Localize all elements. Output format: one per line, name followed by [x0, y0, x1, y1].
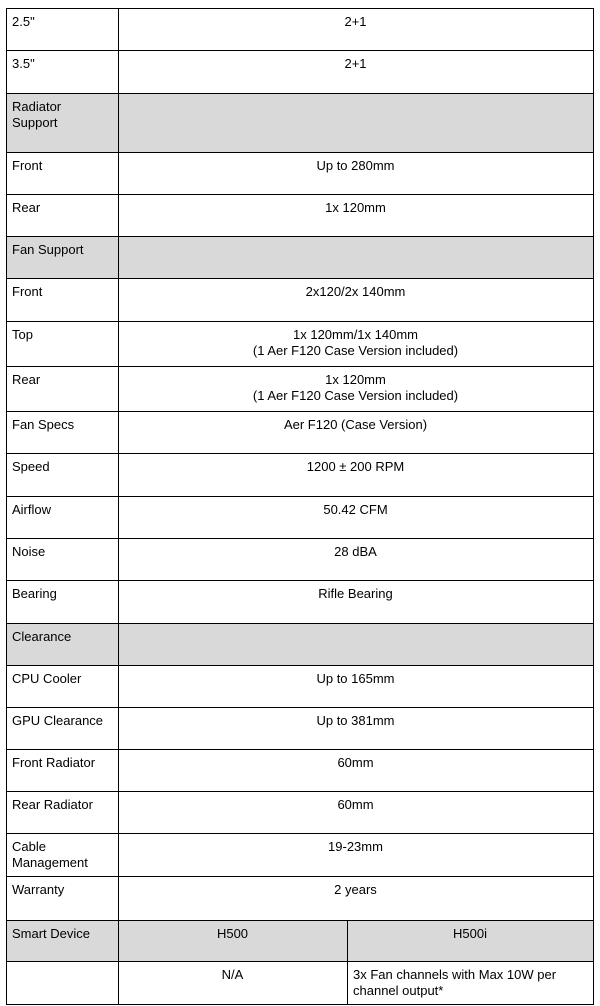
- section-empty-cell: [119, 624, 594, 666]
- spec-label: Noise: [7, 539, 119, 581]
- smart-device-value-row: [7, 962, 594, 1005]
- section-label: Fan Support: [7, 237, 119, 279]
- spec-label: Cable Management: [7, 834, 119, 877]
- section-label: Clearance: [7, 624, 119, 666]
- spec-value: 2+1: [119, 9, 594, 51]
- spec-value: 2+1: [119, 51, 594, 94]
- spec-row: [7, 412, 594, 454]
- spec-row: [7, 195, 594, 237]
- spec-label: Warranty: [7, 877, 119, 921]
- spec-label: Airflow: [7, 497, 119, 539]
- spec-row: [7, 153, 594, 195]
- spec-value: 60mm: [119, 750, 594, 792]
- spec-table-body: [7, 9, 594, 1005]
- spec-value: 60mm: [119, 792, 594, 834]
- section-empty-cell: [119, 237, 594, 279]
- spec-value: 2 years: [119, 877, 594, 921]
- spec-label: Front: [7, 279, 119, 322]
- spec-value: 1200 ± 200 RPM: [119, 454, 594, 497]
- spec-value: 2x120/2x 140mm: [119, 279, 594, 322]
- h500i-value: 3x Fan channels with Max 10W per channel output*: [348, 962, 594, 1005]
- spec-label: Top: [7, 322, 119, 367]
- spec-value: Up to 280mm: [119, 153, 594, 195]
- section-header-row: [7, 624, 594, 666]
- spec-value: Up to 165mm: [119, 666, 594, 708]
- h500-value: N/A: [119, 962, 348, 1005]
- spec-value: 1x 120mm (1 Aer F120 Case Version included): [119, 367, 594, 412]
- spec-row: [7, 834, 594, 877]
- spec-row: [7, 877, 594, 921]
- spec-value: 50.42 CFM: [119, 497, 594, 539]
- spec-value: 1x 120mm: [119, 195, 594, 237]
- spec-value: Aer F120 (Case Version): [119, 412, 594, 454]
- smart-device-empty-label: [7, 962, 119, 1005]
- spec-label: Fan Specs: [7, 412, 119, 454]
- section-header-row: [7, 94, 594, 153]
- section-empty-cell: [119, 94, 594, 153]
- spec-row: [7, 322, 594, 367]
- spec-value: Rifle Bearing: [119, 581, 594, 624]
- spec-label: Rear Radiator: [7, 792, 119, 834]
- spec-row: [7, 367, 594, 412]
- spec-label: Rear: [7, 367, 119, 412]
- spec-row: [7, 792, 594, 834]
- spec-row: [7, 9, 594, 51]
- spec-label: Front: [7, 153, 119, 195]
- spec-label: Rear: [7, 195, 119, 237]
- h500i-column-header: H500i: [348, 921, 594, 962]
- smart-device-label: Smart Device: [7, 921, 119, 962]
- spec-row: [7, 666, 594, 708]
- spec-value: Up to 381mm: [119, 708, 594, 750]
- smart-device-header-row: [7, 921, 594, 962]
- section-label: Radiator Support: [7, 94, 119, 153]
- spec-label: Front Radiator: [7, 750, 119, 792]
- spec-label: 3.5": [7, 51, 119, 94]
- spec-row: [7, 497, 594, 539]
- spec-row: [7, 279, 594, 322]
- spec-row: [7, 539, 594, 581]
- spec-row: [7, 581, 594, 624]
- h500-column-header: H500: [119, 921, 348, 962]
- spec-label: GPU Clearance: [7, 708, 119, 750]
- spec-row: [7, 708, 594, 750]
- spec-value: 28 dBA: [119, 539, 594, 581]
- spec-row: [7, 51, 594, 94]
- spec-value: 19-23mm: [119, 834, 594, 877]
- spec-table: [6, 8, 594, 1005]
- spec-label: 2.5": [7, 9, 119, 51]
- spec-row: [7, 750, 594, 792]
- spec-label: Bearing: [7, 581, 119, 624]
- spec-value: 1x 120mm/1x 140mm (1 Aer F120 Case Version included): [119, 322, 594, 367]
- spec-label: CPU Cooler: [7, 666, 119, 708]
- section-header-row: [7, 237, 594, 279]
- spec-row: [7, 454, 594, 497]
- spec-label: Speed: [7, 454, 119, 497]
